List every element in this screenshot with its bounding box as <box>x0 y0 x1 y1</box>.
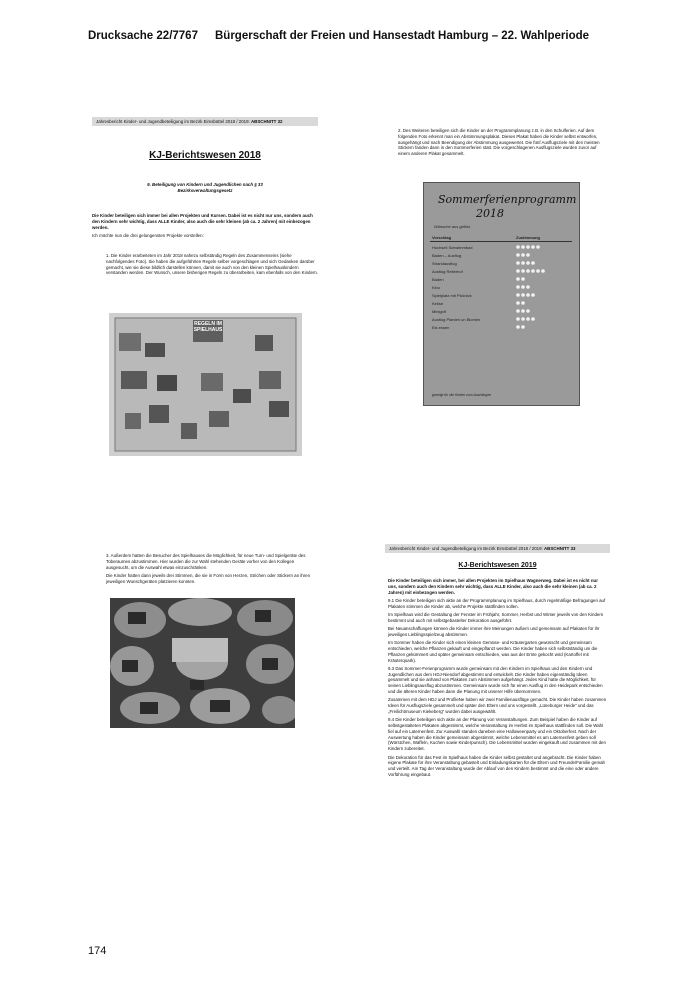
poster-row-9: Minigolf <box>432 309 446 314</box>
poster-row-7: Spielplatz mit Picknick <box>432 293 472 298</box>
list-item-3 <box>106 553 318 587</box>
rules-photo <box>109 313 302 456</box>
summer-program-poster <box>423 182 580 406</box>
intro-bold: Die Kinder beteiligen sich immer bei allen Projekten und Kursen. Dabei ist es nicht nur uns, sondern auch den Kindern sehr wichtig, dass ALLE Kinder, also auch die sehr kleinen (ab ca. 2 Jahren) mit einbezogen werden. <box>92 213 313 230</box>
section2-p8: Die Dekoration für das Fest im Spielhaus haben die Kinder selbst gestaltet und angebracht. Die Kinder haben eigene Plakate für ihre Veranstaltung gebastelt und Einladungskarten für die Eltern und Freunde/Familie gemalt und verteilt. Am Tag der Veranstaltung wurde der Ablauf von den Kindern bestimmt und die eine oder andere Vorführung eingebaut. <box>388 754 605 777</box>
band-label: ABSCHNITT 32 <box>251 119 283 124</box>
section-title-2019: KJ-Berichtswesen 2019 <box>458 562 537 569</box>
band-label-2: ABSCHNITT 33 <box>544 546 576 551</box>
rules-photo-label: REGELN IM SPIELHAUS <box>193 321 223 333</box>
list-item-1: 1. Die Kinder erarbeiteten im Jahr 2018 nahezu selbständig Regeln des Zusammenseins (siehe nachfolgendes Foto). Sie haben die aufgeführten Regeln selber vorgeschlagen und sich Gedanken darüber gemacht, wie sie diese bildlich darstellen können, damit sie auch von den kleinen Spielhauskindern verstanden werden. Der Wunsch, unsere bisherigen Regeln zu überarbeiten, kam ebenfalls von den Kindern. <box>106 253 319 276</box>
poster-row-1: Hochseil Schwimmbad <box>432 245 473 250</box>
poster-title-line1: Sommerferienprogramm <box>438 193 577 206</box>
vote-board-photo <box>110 598 295 728</box>
section-band-32 <box>92 117 318 126</box>
poster-row-4: Ausflug Reiterhof <box>432 269 463 274</box>
poster-row-6: Kino <box>432 285 441 290</box>
list-item-3-text: 3. Außerdem hatten die Besucher des Spielhauses die Möglichkeit, für neue Turn- und Spielgeräte des Toberaumes abzustimmen. Hier wurden die zur Wahl stehenden Geräte vorher von den Kollegen ausgesucht, um die Auswahl etwas einzuschränken. <box>106 553 306 570</box>
section2-p7: 9.4 Die Kinder beteiligen sich aktiv an der Planung von Veranstaltungen. Zum Beispiel haben die Kinder auf selbstgestalteten Plakaten abgestimmt, welche Veranstaltung im Herbst im Spielhaus stattfinden soll. Die Wahl fiel auf ein Laternenfest. Zur Auswahl standen daneben eine Halloweenparty und ein Oktoberfest. Nach der Auswertung haben die Kinder gemeinsam abgestimmt, welche Lebensmittel es am Laternenfest geben soll (Würstchen, Waffeln, Kuchen sowie Kinderpunsch). Die Lebensmittel wurden eingekauft und zusammen mit den Kindern zubereitet. <box>388 717 606 752</box>
section2-p3: Bei Neuanschaffungen können die Kinder immer ihre Meinungen äußern und gemeinsam auf Plakaten für ihr jeweiliges Lieblingsspielzeug abstimmen. <box>388 626 600 637</box>
section2-p5: 9.3 Das Sommer-Ferienprogramm wurde gemeinsam mit den Kindern im Spielhaus und den Kindern und Jugendlichen aus dem HDJ-Niendorf abgestimmt und entwickelt. Die Kinder haben eigenständig Ideen gesammelt und sie anhand von Plakaten zum Abstimmen aufgehängt. Jedes Kind hatte die Möglichkeit, für seinen Lieblingsausflug abzustimmen. Gemeinsam wurde sich für einen Ausflug in den Heidepark entschieden und die älteren Kinder haben dann die Planung mit unserer Hilfe übernommen. <box>388 665 603 695</box>
section2-p2: Im Spielhaus wird die Gestaltung der Fenster im Frühjahr, Sommer, Herbst und Winter jeweils von den Kindern bestimmt und auch mit selbstgebastelter Dekoration ausgeführt. <box>388 611 604 623</box>
section-title-2018: KJ-Berichtswesen 2018 <box>149 150 261 161</box>
section2-p1: 9.1 Die Kinder beteiligen sich aktiv an der Programmplanung im Spielhaus, durch regelmäßige Befragungen auf Plakaten stimmen die Kinder ab, welche Projekte stattfinden sollen. <box>388 597 606 609</box>
poster-row-11: Eis essen <box>432 325 450 330</box>
page-number: 174 <box>88 945 107 957</box>
poster-row-5: Baden <box>432 277 444 282</box>
parliament-title: Bürgerschaft der Freien und Hansestadt Hamburg – 22. Wahlperiode <box>215 30 590 42</box>
band-text: Jahresbericht Kinder- und Jugendbeteiligung im Bezirk Eimsbüttel 2018 / 2019: <box>96 119 250 124</box>
intro-text: Ich möchte nun die drei gelungensten Projekte vorstellen: <box>92 232 204 238</box>
poster-divider <box>430 241 572 242</box>
section1-body <box>92 213 318 241</box>
poster-row-3: Strandausflug <box>432 261 457 266</box>
section2-body <box>388 578 608 780</box>
vote-board-image <box>110 598 295 728</box>
poster-title-line2: 2018 <box>476 207 504 220</box>
poster-sticker-dots <box>514 243 574 335</box>
section2-p6: Zusammen mit dem HDJ und ProfileNe haben wir zwei Familienausflüge gemacht. Die Kinder haben zusammen Ideen für Ausflugsziele gesammelt und später den Eltern und uns vorgestellt. „Lüneburger Heide" und das „Freilichtmuseum Kiekeberg" wurden dabei ausgewählt. <box>388 697 607 714</box>
list-item-2: 2. Des Weiteren beteiligen sich die Kinder an der Programmplanung z.B. in den Schulferien. Auf dem folgenden Foto erkennt man ein Abstimmungsplakat. Dieses Plakat haben die Kinder selbst entworfen, ausgehängt und nach Beendigung der Abstimmung ausgewertet. Die fünf Ausflugsziele mit den meisten Stickern fanden dann in den Sommerferien statt. Die vorgeschlagenen Ausflugsziele wurden zuvor auf einem anderen Plakat gesammelt. <box>398 128 600 157</box>
poster-col-left: Vorschlag <box>432 235 452 240</box>
poster-col-right: Zustimmung <box>516 235 540 240</box>
doc-number: Drucksache 22/7767 <box>88 30 198 42</box>
section2-p4: Im Sommer haben die Kinder sich einen kleinen Gemüse- und Kräutergarten gewünscht und gemeinsam entschieden, welche Pflanzen gekauft und eingepflanzt werden. Die Kinder haben sich selbstständig um die Pflanzen gekümmert und später gemeinsam entschieden, was aus der Ernte gekocht wird (Kartoffel mit Kräuterquark). <box>388 640 598 663</box>
rules-photo-image <box>109 313 302 456</box>
section2-intro: Die Kinder beteiligen sich immer, bei allen Projekten im Spielhaus Wagnerweg. Dabei ist es nicht nur uns, sondern auch den Kindern sehr wichtig, dass ALLE Kinder, also auch die sehr kleinen (ab ca. 2 Jahren) mit einbezogen werden. <box>388 578 598 595</box>
band-text-2: Jahresbericht Kinder- und Jugendbeteiligung im Bezirk Eimsbüttel 2018 / 2019: <box>389 546 543 551</box>
poster-row-2: Baden – Ausflug <box>432 253 462 258</box>
poster-row-8: Kekse <box>432 301 444 306</box>
list-item-3-followup: Die Kinder hatten dann jeweils drei Stimmen, die sie in Form von Herzen, Strichen oder Stickern an ihren jeweiligen Wunschgeräten platzieren konnten. <box>106 572 311 584</box>
poster-row-10: Ausflug Planten un Blomen <box>432 317 481 322</box>
poster-subtitle: Wünsche aus gelöst <box>434 224 471 229</box>
poster-footer: gezeigt für die Kinder zum Aushängen <box>432 393 492 397</box>
section-band-33 <box>385 544 610 553</box>
section-subtitle: 9. Beteiligung von Kindern und Jugendlichen nach § 33 Bezirksverwaltungsgesetz <box>147 182 263 193</box>
